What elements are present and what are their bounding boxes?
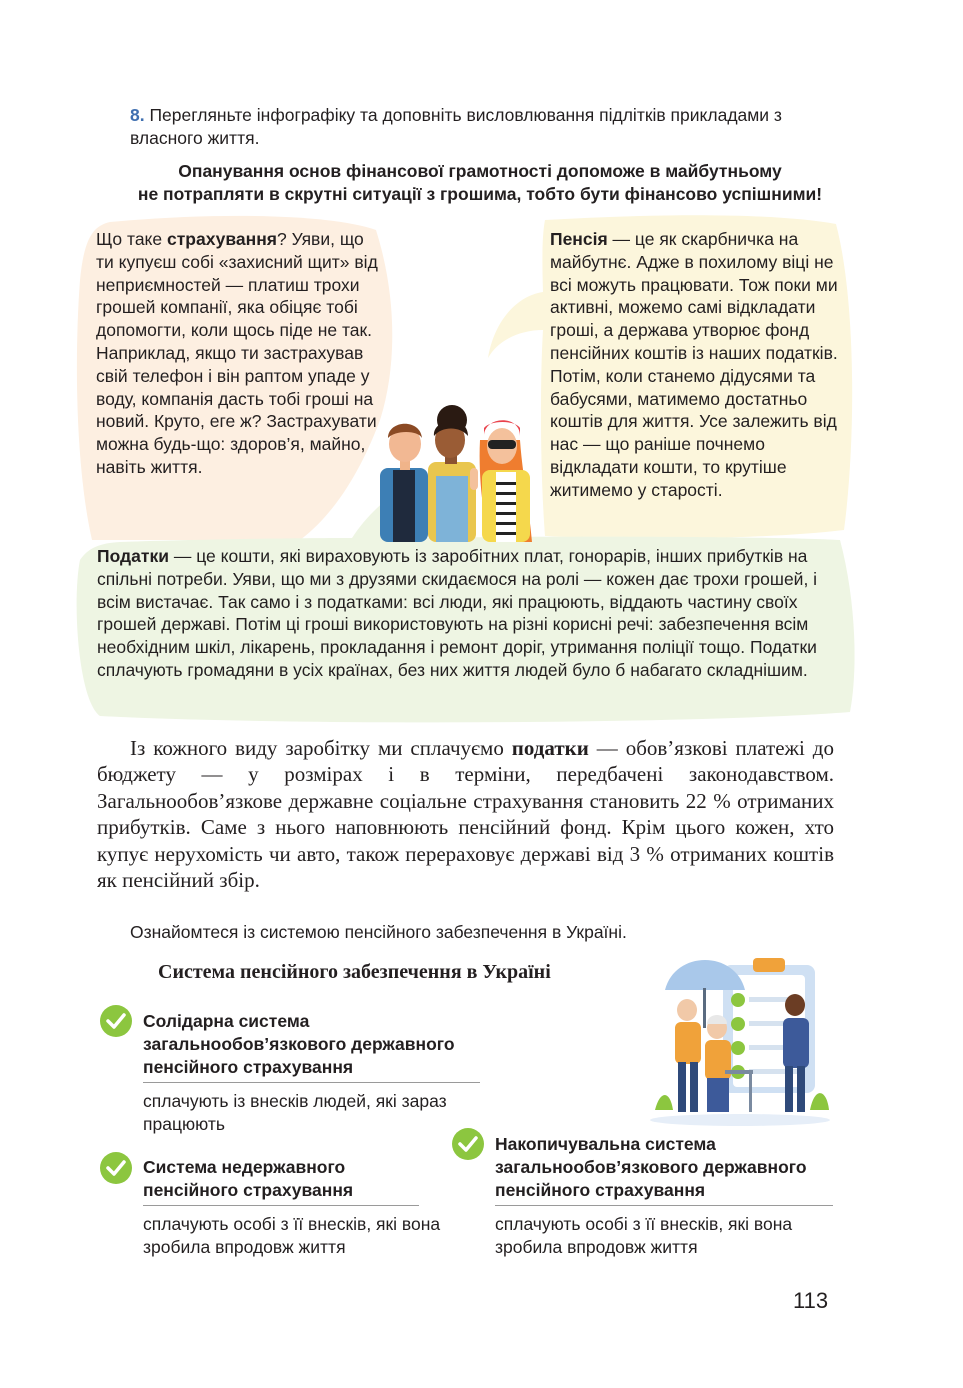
pension-illustration	[645, 950, 835, 1126]
body-term: податки	[511, 736, 589, 760]
body-post: — обов’язкові платежі до бюджету — у розмірах і в терміни, передбачені законодавством. Загальнообов’язкове державне соціальне страхування становить 22 % отриманих прибутків. Саме з нього наповнюють пенсійний фонд. Крім цього кожен, хто купує нерухомість чи авто, також перераховує державі від 3 % отриманих коштів як пенсійний збір.	[97, 736, 834, 893]
system-item-title-2: Система недержавного пенсійного страхування	[143, 1157, 354, 1200]
system-item-desc-2: сплачують особі з її внесків, які вона зробила впродовж життя	[143, 1214, 441, 1257]
task-number: 8.	[130, 105, 145, 125]
check-icon	[452, 1128, 484, 1160]
system-item-desc-1: сплачують із внесків людей, які зараз працюють	[143, 1091, 447, 1134]
divider	[143, 1082, 480, 1083]
divider	[495, 1205, 833, 1206]
check-icon	[100, 1152, 132, 1184]
divider	[143, 1205, 419, 1206]
motto-line-2: не потрапляти в скрутні ситуації з грошима, тобто бути фінансово успішними!	[137, 184, 823, 204]
pension-text	[550, 228, 840, 502]
system-title: Система пенсійного забезпечення в Україні	[158, 961, 551, 983]
taxes-term: Податки	[97, 546, 169, 566]
system-item-title-3: Накопичувальна система загальнообов’язкового державного пенсійного страхування	[495, 1134, 807, 1200]
taxes-text	[97, 545, 837, 682]
pension-term: Пенсія	[550, 229, 608, 249]
insurance-term: страхування	[167, 229, 278, 249]
taxes-post: — це кошти, які вираховують із заробітних плат, гонорарів, інших прибутків на спільні потреби. Уяви, що ми з друзями скидаємося на ролі — кожен дає трохи грошей, і всім вистачає. Так само і з податками: всі люди, які працюють, віддають частину своїх грошей державі. Потім ці гроші використовують на різні корисні речі: забезпечення всім необхідним шкіл, лікарень, прокладання і ремонт доріг, утримання поліції тощо. Податки сплачують громадяни в усіх країнах, без них життя людей було б набагато складнішим.	[97, 546, 818, 680]
intro-text: Ознайомтеся із системою пенсійного забезпечення в Україні.	[130, 922, 627, 942]
body-pre: Із кожного виду заробітку ми сплачуємо	[130, 736, 512, 760]
insurance-text	[96, 228, 378, 479]
check-icon	[100, 1005, 132, 1037]
insurance-post: ? Уяви, що ти купуєш собі «захисний щит» від неприємностей — платиш трохи грошей компанії, яка обіцяє тобі допомогти, коли щось піде не так. Наприклад, якщо ти застрахував свій телефон і він раптом упаде у воду, компанія дасть тобі гроші на новий. Круто, еге ж? Застрахувати можна будь-що: здоров’я, майно, навіть життя.	[96, 229, 378, 477]
body-paragraph	[97, 735, 834, 893]
teens-illustration	[380, 405, 532, 542]
system-item-desc-3: сплачують особі з її внесків, які вона зробила впродовж життя	[495, 1214, 793, 1257]
system-item-title-1: Солідарна система загальнообов’язкового державного пенсійного страхування	[143, 1011, 455, 1077]
motto-line-1: Опанування основ фінансової грамотності допоможе в майбутньому	[178, 161, 782, 181]
insurance-pre: Що таке	[96, 229, 167, 249]
task-body: Перегляньте інфографіку та доповніть висловлювання підлітків прикладами з власного життя.	[130, 105, 782, 148]
page-number: 113	[793, 1288, 829, 1313]
pension-post: — це як скарбничка на майбутнє. Адже в похилому віці не всі можуть працювати. Тож поки ми активні, можемо самі відкладати гроші, а держава утворює фонд пенсійних коштів із наших податків. Потім, коли станемо дідусями та бабусями, матимемо достатньо коштів для життя. Усе залежить від нас — що раніше почнемо відкладати кошти, то крутіше житимемо у старості.	[550, 229, 838, 500]
